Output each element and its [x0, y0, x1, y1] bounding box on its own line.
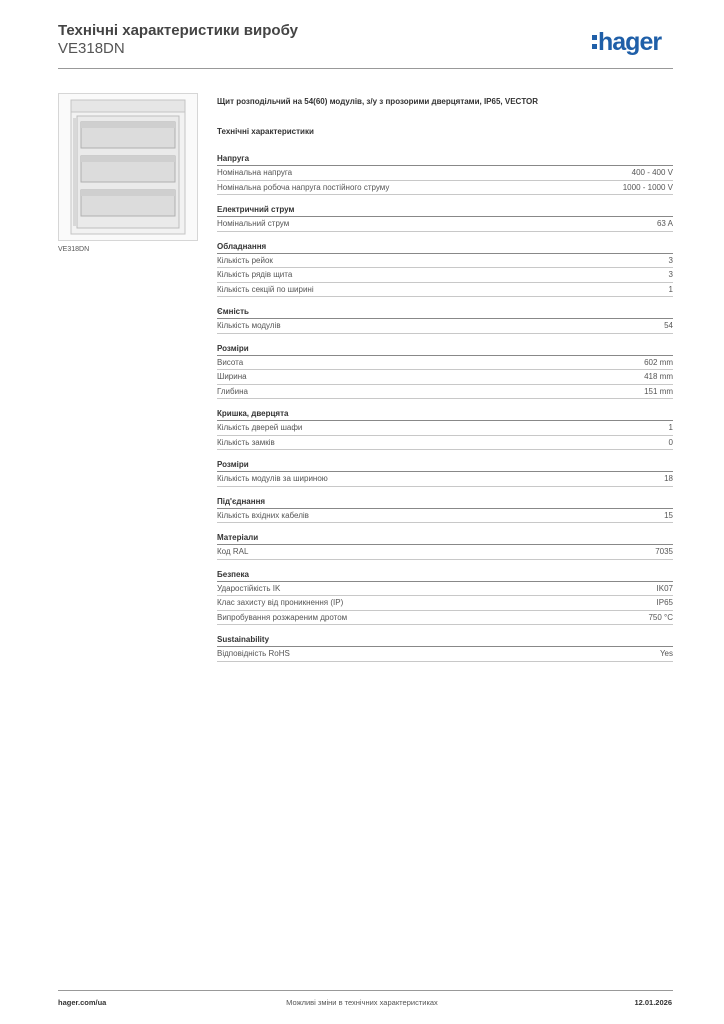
spec-row — [217, 166, 673, 181]
spec-row — [217, 596, 673, 611]
spec-group — [217, 203, 673, 232]
spec-value: 1 — [668, 423, 673, 432]
spec-value: 1 — [668, 284, 673, 294]
spec-label: Кількість рядів щита — [217, 270, 293, 279]
product-code: VE318DN — [58, 40, 125, 57]
spec-row — [217, 268, 673, 283]
spec-group — [217, 407, 673, 450]
spec-value: 1000 - 1000 V — [622, 182, 673, 192]
spec-row — [217, 217, 673, 232]
spec-label: Випробування розжареним дротом — [217, 612, 348, 622]
spec-label: Висота — [217, 357, 244, 367]
spec-value: IP65 — [656, 598, 673, 607]
spec-group — [217, 633, 673, 662]
spec-group — [217, 240, 673, 298]
spec-label: Кількість рейок — [217, 255, 273, 265]
header-divider — [58, 68, 673, 69]
spec-row — [217, 582, 673, 597]
spec-group — [217, 152, 673, 195]
spec-value: 63 A — [656, 219, 673, 228]
spec-groups — [217, 152, 673, 662]
spec-row — [217, 370, 673, 385]
spec-value: IK07 — [656, 583, 673, 593]
spec-group-title: Ємність — [217, 305, 673, 319]
spec-label: Номінальна робоча напруга постійного струму — [217, 182, 390, 192]
spec-row — [217, 611, 673, 626]
spec-group-title: Розміри — [217, 342, 673, 356]
product-image — [58, 93, 198, 241]
hager-logo — [592, 27, 661, 57]
image-caption: VE318DN — [58, 246, 90, 253]
spec-group-title: Матеріали — [217, 531, 673, 545]
spec-group-title: Sustainability — [217, 633, 673, 647]
spec-row — [217, 254, 673, 269]
spec-label: Кількість секцій по ширині — [217, 284, 314, 294]
spec-label: Глибина — [217, 386, 248, 396]
spec-group-title: Безпека — [217, 568, 673, 582]
spec-group — [217, 342, 673, 400]
product-description: Щит розподільчий на 54(60) модулів, з/у з прозорими дверцятами, IP65, VECTOR — [217, 97, 539, 106]
spec-row — [217, 472, 673, 487]
spec-row — [217, 647, 673, 662]
spec-label: Клас захисту від проникнення (IP) — [217, 598, 344, 607]
spec-group — [217, 305, 673, 334]
spec-value: 3 — [668, 255, 673, 265]
spec-label: Кількість модулів за шириною — [217, 474, 328, 483]
spec-group — [217, 458, 673, 487]
logo-dots-icon — [592, 35, 597, 53]
spec-label: Ширина — [217, 372, 247, 381]
spec-row — [217, 545, 673, 560]
footer-divider — [58, 990, 673, 991]
spec-row — [217, 421, 673, 436]
spec-group-title: Електричний струм — [217, 203, 673, 217]
spec-label: Код RAL — [217, 547, 249, 556]
spec-value: 54 — [664, 321, 673, 330]
spec-group — [217, 531, 673, 560]
spec-group-title: Розміри — [217, 458, 673, 472]
section-title: Технічні характеристики — [217, 127, 314, 136]
spec-label: Ударостійкість IK — [217, 583, 281, 593]
spec-row — [217, 436, 673, 451]
spec-row — [217, 319, 673, 334]
spec-row — [217, 385, 673, 400]
spec-group — [217, 495, 673, 524]
spec-group-title: Обладнання — [217, 240, 673, 254]
spec-value: 3 — [668, 270, 673, 279]
spec-label: Номінальний струм — [217, 219, 290, 228]
spec-group-title: Напруга — [217, 152, 673, 166]
spec-label: Кількість замків — [217, 437, 275, 447]
spec-value: 418 mm — [644, 372, 673, 381]
spec-value: 400 - 400 V — [631, 168, 673, 177]
spec-value: 0 — [668, 437, 673, 447]
spec-value: 602 mm — [644, 357, 673, 367]
spec-row — [217, 356, 673, 371]
footer-date: 12.01.2026 — [634, 998, 672, 1007]
logo-text: hager — [598, 28, 662, 56]
spec-label: Відповідність RoHS — [217, 649, 290, 658]
spec-value: 18 — [664, 474, 673, 483]
spec-group — [217, 568, 673, 626]
spec-value: 15 — [664, 510, 673, 520]
page-title: Технічні характеристики виробу — [58, 22, 298, 39]
spec-label: Номінальна напруга — [217, 168, 293, 177]
spec-value: Yes — [659, 649, 673, 658]
spec-label: Кількість вхідних кабелів — [217, 510, 309, 520]
spec-row — [217, 509, 673, 524]
spec-label: Кількість дверей шафи — [217, 423, 303, 432]
spec-row — [217, 283, 673, 298]
spec-group-title: Кришка, дверцята — [217, 407, 673, 421]
spec-value: 750 °C — [648, 612, 673, 622]
spec-value: 7035 — [655, 547, 673, 556]
spec-label: Кількість модулів — [217, 321, 281, 330]
spec-value: 151 mm — [644, 386, 673, 396]
spec-content — [217, 97, 673, 670]
footer-note: Можливі зміни в технічних характеристиках — [286, 998, 438, 1007]
footer-website[interactable]: hager.com/ua — [58, 998, 107, 1007]
spec-group-title: Під'єднання — [217, 495, 673, 509]
distribution-board-icon — [59, 94, 197, 240]
spec-row — [217, 181, 673, 196]
